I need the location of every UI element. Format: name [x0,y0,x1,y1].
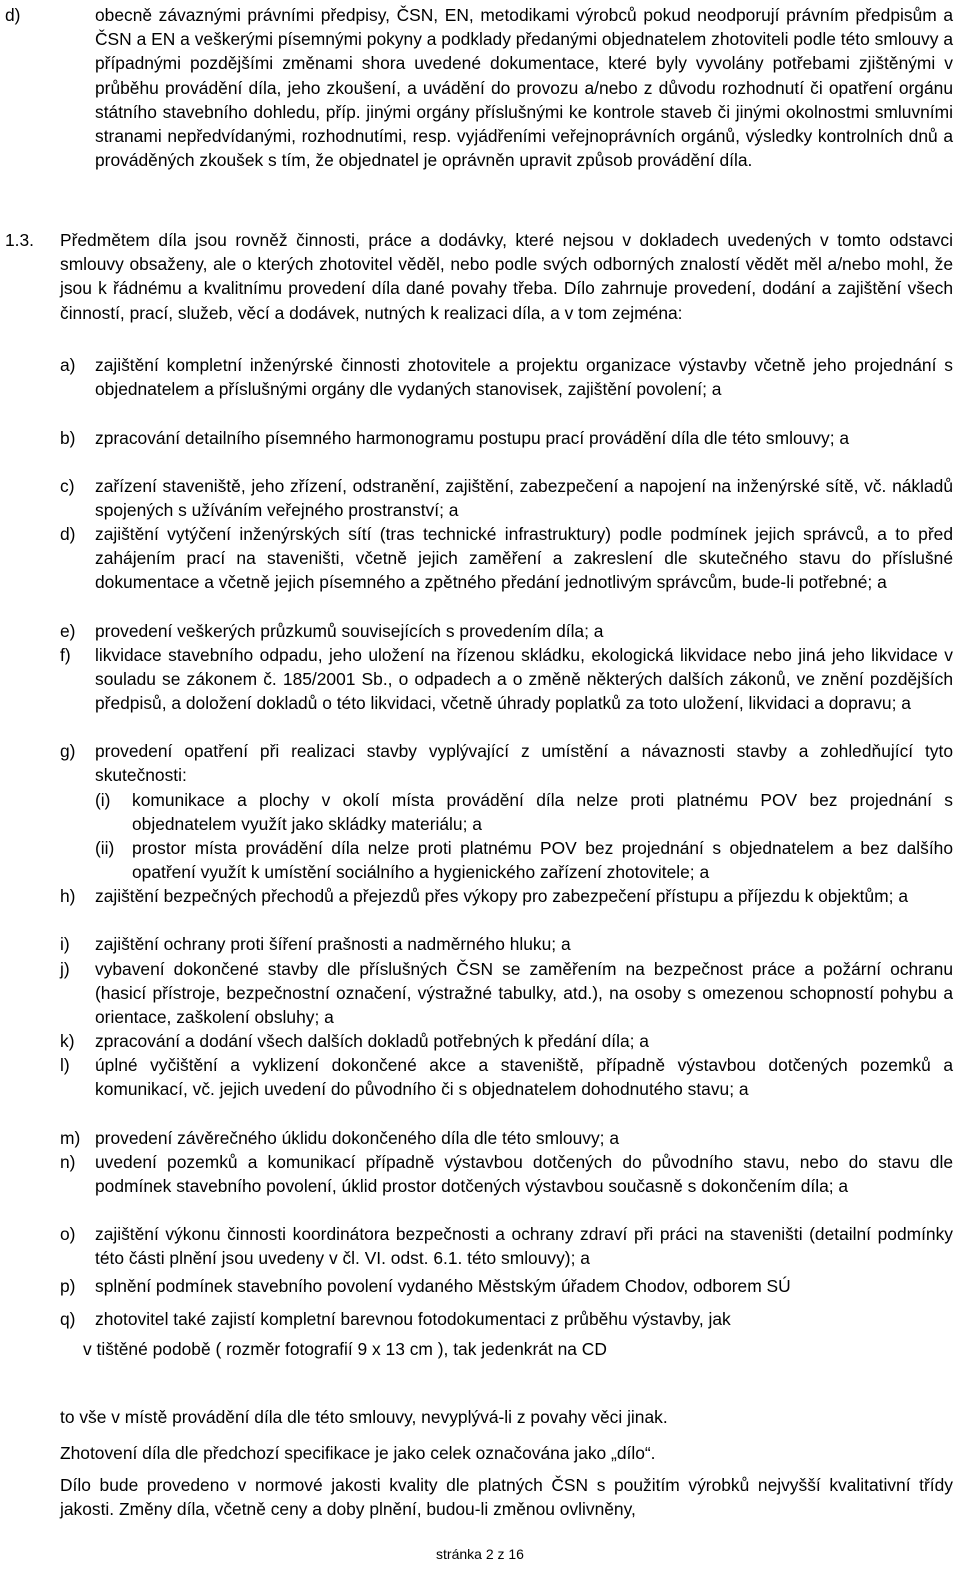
list-label: p) [60,1276,76,1296]
list-item-d-top [5,3,953,172]
list-item-g [60,739,953,787]
list-label: g) [60,741,76,761]
section-1-3 [5,228,953,325]
closing-paragraph-2: Zhotovení díla dle předchozí specifikace je jako celek označována jako „dílo“. [60,1443,656,1463]
list-text: vybavení dokončené stavby dle příslušných ČSN se zaměřením na bezpečnost práce a požární ochranu (hasicí přístroje, bezpečnostní označení, výstražné tabulky, atd.), na osoby s omezenou schopností pohybu a orientace, zaškolení obsluhy; a [95,959,953,1028]
list-text: zajištění vytýčení inženýrských sítí (tras technické infrastruktury) podle podmínek jejich správců, a to před zahájením prací na staveništi, včetně jejich zaměření a zakreslení dle skutečného stavu do příslušné dokumentace a včetně jejich písemného a zpětného předání jednotlivým správcům, bude-li potřebné; a [95,524,953,593]
list-text: zajištění bezpečných přechodů a přejezdů přes výkopy pro zabezpečení přístupu a příjezdu k objektům; a [95,886,909,906]
list-item-l [60,1053,953,1101]
list-item-f [60,643,953,716]
list-text: zpracování a dodání všech dalších dokladů potřebných k předání díla; a [95,1031,649,1051]
list-item-d [60,522,953,595]
list-item-p [60,1274,953,1298]
list-label: e) [60,621,76,641]
list-label: q) [60,1309,76,1329]
list-label: a) [60,355,76,375]
closing-paragraph-1: to vše v místě provádění díla dle této smlouvy, nevyplývá-li z povahy věci jinak. [60,1407,668,1427]
list-text: uvedení pozemků a komunikací případně výstavbou dotčených do původního stavu, nebo do stavu dle podmínek stavebního povolení, úklid prostor dotčených výstavbou současně s dokončením díla; a [95,1152,953,1197]
list-label: (i) [95,790,111,810]
list-item-q [60,1307,953,1331]
list-text: provedení závěrečného úklidu dokončeného díla dle této smlouvy; a [95,1128,619,1148]
list-text: v tištěné podobě ( rozměr fotografií 9 x 13 cm ), tak jedenkrát na CD [83,1339,607,1359]
closing-paragraph-3: Dílo bude provedeno v normové jakosti kvality dle platných ČSN s použitím výrobků nejvyšší kvalitativní třídy jakosti. Změny díla, včetně ceny a doby plnění, budou-li změnou ovlivněny, [60,1475,953,1520]
list-label: j) [60,959,70,979]
list-item-n [60,1150,953,1198]
list-label: m) [60,1128,81,1148]
list-item-c [60,474,953,522]
list-label: n) [60,1152,76,1172]
list-label: i) [60,934,70,954]
list-item-a [60,353,953,401]
list-label: b) [60,428,76,448]
list-text: likvidace stavebního odpadu, jeho uložení na řízenou skládku, ekologická likvidace nebo jiná jeho likvidace v souladu se zákonem č. 185/2001 Sb., o odpadech a o změně některých dalších zákonů, ve znění pozdějších předpisů, a doložení dokladů o této likvidaci, včetně úhrady poplatků za toto uložení, likvidaci a dopravu; a [95,645,953,714]
list-label: c) [60,476,75,496]
page-number: stránka 2 z 16 [436,1546,524,1562]
list-label: d) [5,5,21,25]
list-item-q-continuation [83,1337,953,1361]
list-text: zajištění výkonu činnosti koordinátora bezpečnosti a ochrany zdraví při práci na staveništi (detailní podmínky této části plnění jsou uvedeny v čl. VI. odst. 6.1. této smlouvy); a [95,1224,953,1269]
list-subitem-ii [95,836,953,884]
section-text: Předmětem díla jsou rovněž činnosti, práce a dodávky, které nejsou v dokladech uvedených v tomto odstavci smlouvy obsaženy, ale o kterých zhotovitel věděl, nebo podle svých odborných znalostí vědět měl a/nebo mohl, že jsou k řádnému a kvalitnímu provedení díla dané povahy třeba. Dílo zahrnuje provedení, dodání a zajištění všech činností, prací, služeb, věcí a dodávek, nutných k realizaci díla, a v tom zejména: [60,230,953,323]
list-text: komunikace a plochy v okolí místa provádění díla nelze proti platnému POV bez projednání s objednatelem využít jako skládky materiálu; a [132,790,953,835]
list-label: l) [60,1055,70,1075]
list-subitem-i [95,788,953,836]
list-item-h [60,884,953,908]
list-item-e [60,619,953,643]
list-text: provedení veškerých průzkumů souvisejících s provedením díla; a [95,621,604,641]
list-label: f) [60,645,71,665]
list-text: zajištění kompletní inženýrské činnosti zhotovitele a projektu organizace výstavby včetně jeho projednání s objednatelem a příslušnými orgány dle vydaných stanovisek, zajištění povolení; a [95,355,953,400]
list-item-i [60,932,953,956]
list-label: d) [60,524,76,544]
list-text: zpracování detailního písemného harmonogramu postupu prací provádění díla dle této smlouvy; a [95,428,850,448]
list-text: úplné vyčištění a vyklizení dokončené akce a staveniště, případně výstavbou dotčených pozemků a komunikací, vč. jejich uvedení do původního či s objednatelem dohodnutého stavu; a [95,1055,953,1100]
list-text: provedení opatření při realizaci stavby vyplývající z umístění a návaznosti stavby a zohledňující tyto skutečnosti: [95,741,953,786]
list-text: prostor místa provádění díla nelze proti platnému POV bez projednání s objednatelem a bez dalšího opatření využít k umístění sociálního a hygienického zařízení zhotovitele; a [132,838,953,883]
list-label: h) [60,886,76,906]
list-item-m [60,1126,953,1150]
list-item-o [60,1222,953,1270]
list-text: zhotovitel také zajistí kompletní barevnou fotodokumentaci z průběhu výstavby, jak [95,1309,731,1329]
list-item-k [60,1029,953,1053]
list-label: (ii) [95,838,115,858]
list-item-j [60,957,953,1030]
list-text: zajištění ochrany proti šíření prašnosti a nadměrného hluku; a [95,934,571,954]
list-text: obecně závaznými právními předpisy, ČSN, EN, metodikami výrobců pokud neodporují právním předpisům a ČSN a EN a veškerými písemnými pokyny a podklady předanými objednatelem zhotoviteli podle této smlouvy a případnými pozdějšími změnami shora uvedené dokumentace, které byly vyvolány potřebami zjištěnými v průběhu provádění díla, jeho zkoušení, a uvádění do provozu a/nebo z důvodu rozhodnutí či opatření orgánu státního stavebního dohledu, příp. jinými orgány příslušnými ke kontrole staveb či jinými okolnostmi smluvními stranami nepředvídanými, rozhodnutími, resp. vyjádřeními veřejnoprávních orgánů, výsledky kontrolních dnů a prováděných zkoušek s tím, že objednatel je oprávněn upravit způsob provádění díla. [95,5,953,171]
list-item-b [60,426,953,450]
list-text: zařízení staveniště, jeho zřízení, odstranění, zajištění, zabezpečení a napojení na inženýrské sítě, vč. nákladů spojených s užíváním veřejného prostranství; a [95,476,953,521]
section-number: 1.3. [5,230,35,250]
list-label: o) [60,1224,76,1244]
list-label: k) [60,1031,75,1051]
list-text: splnění podmínek stavebního povolení vydaného Městským úřadem Chodov, odborem SÚ [95,1276,791,1296]
